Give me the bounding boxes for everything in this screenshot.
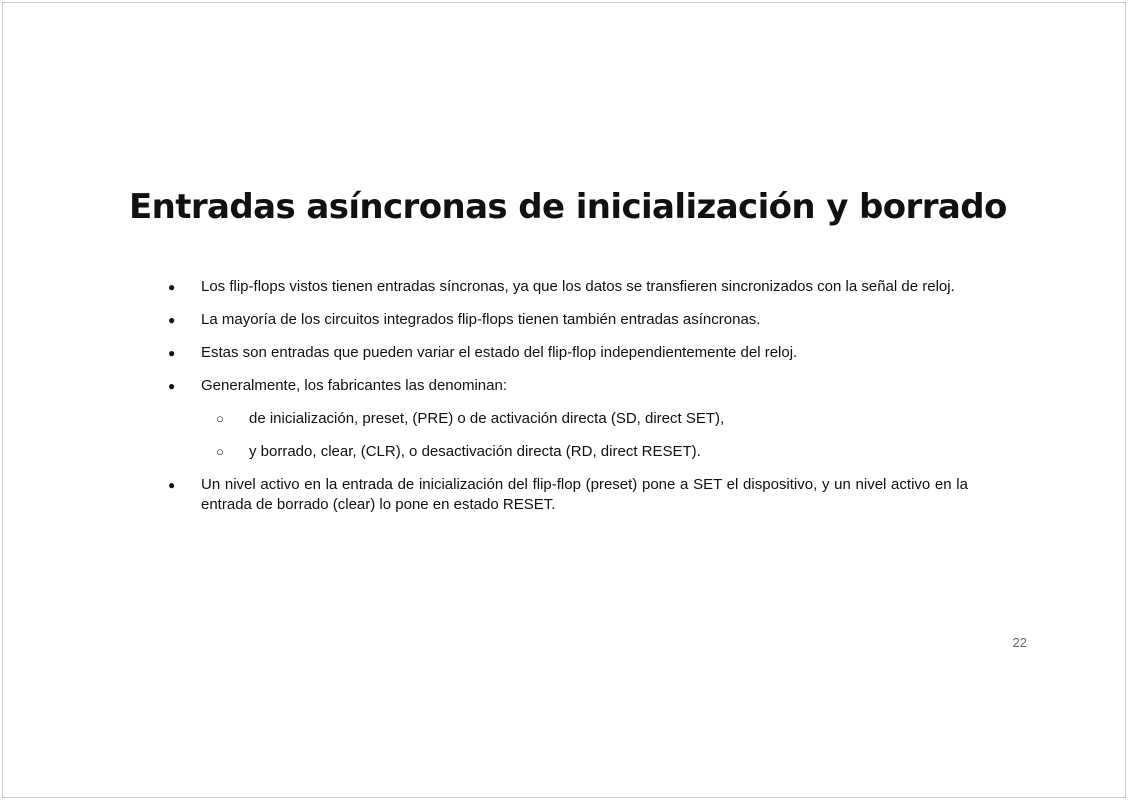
bullet-text: Los flip-flops vistos tienen entradas síncronas, ya que los datos se transfieren sincronizados con la señal de reloj.	[201, 278, 955, 295]
bullet-circle-icon: ○	[216, 411, 224, 426]
sub-bullet-item	[166, 409, 968, 429]
bullet-dot-icon: ●	[168, 280, 176, 294]
bullet-text: Estas son entradas que pueden variar el estado del flip-flop independientemente del reloj.	[201, 344, 798, 361]
bullet-list	[166, 277, 968, 528]
bullet-item	[166, 475, 968, 515]
bullet-item	[166, 376, 968, 396]
bullet-dot-icon: ●	[168, 478, 176, 492]
bullet-dot-icon: ●	[168, 313, 176, 327]
sub-bullet-item	[166, 442, 968, 462]
bullet-item	[166, 277, 968, 297]
page-number: 22	[1012, 635, 1027, 650]
bullet-text: de inicialización, preset, (PRE) o de activación directa (SD, direct SET),	[249, 410, 725, 427]
slide	[2, 2, 1126, 798]
bullet-text: Un nivel activo en la entrada de inicialización del flip-flop (preset) pone a SET el dispositivo, y un nivel activo en la entrada de borrado (clear) lo pone en estado RESET.	[201, 476, 968, 513]
bullet-circle-icon: ○	[216, 444, 224, 459]
slide-title: Entradas asíncronas de inicialización y borrado	[129, 187, 1007, 227]
bullet-dot-icon: ●	[168, 346, 176, 360]
bullet-text: La mayoría de los circuitos integrados flip-flops tienen también entradas asíncronas.	[201, 311, 761, 328]
bullet-dot-icon: ●	[168, 379, 176, 393]
bullet-text: y borrado, clear, (CLR), o desactivación directa (RD, direct RESET).	[249, 443, 701, 460]
bullet-text: Generalmente, los fabricantes las denominan:	[201, 377, 508, 394]
bullet-item	[166, 310, 968, 330]
bullet-item	[166, 343, 968, 363]
